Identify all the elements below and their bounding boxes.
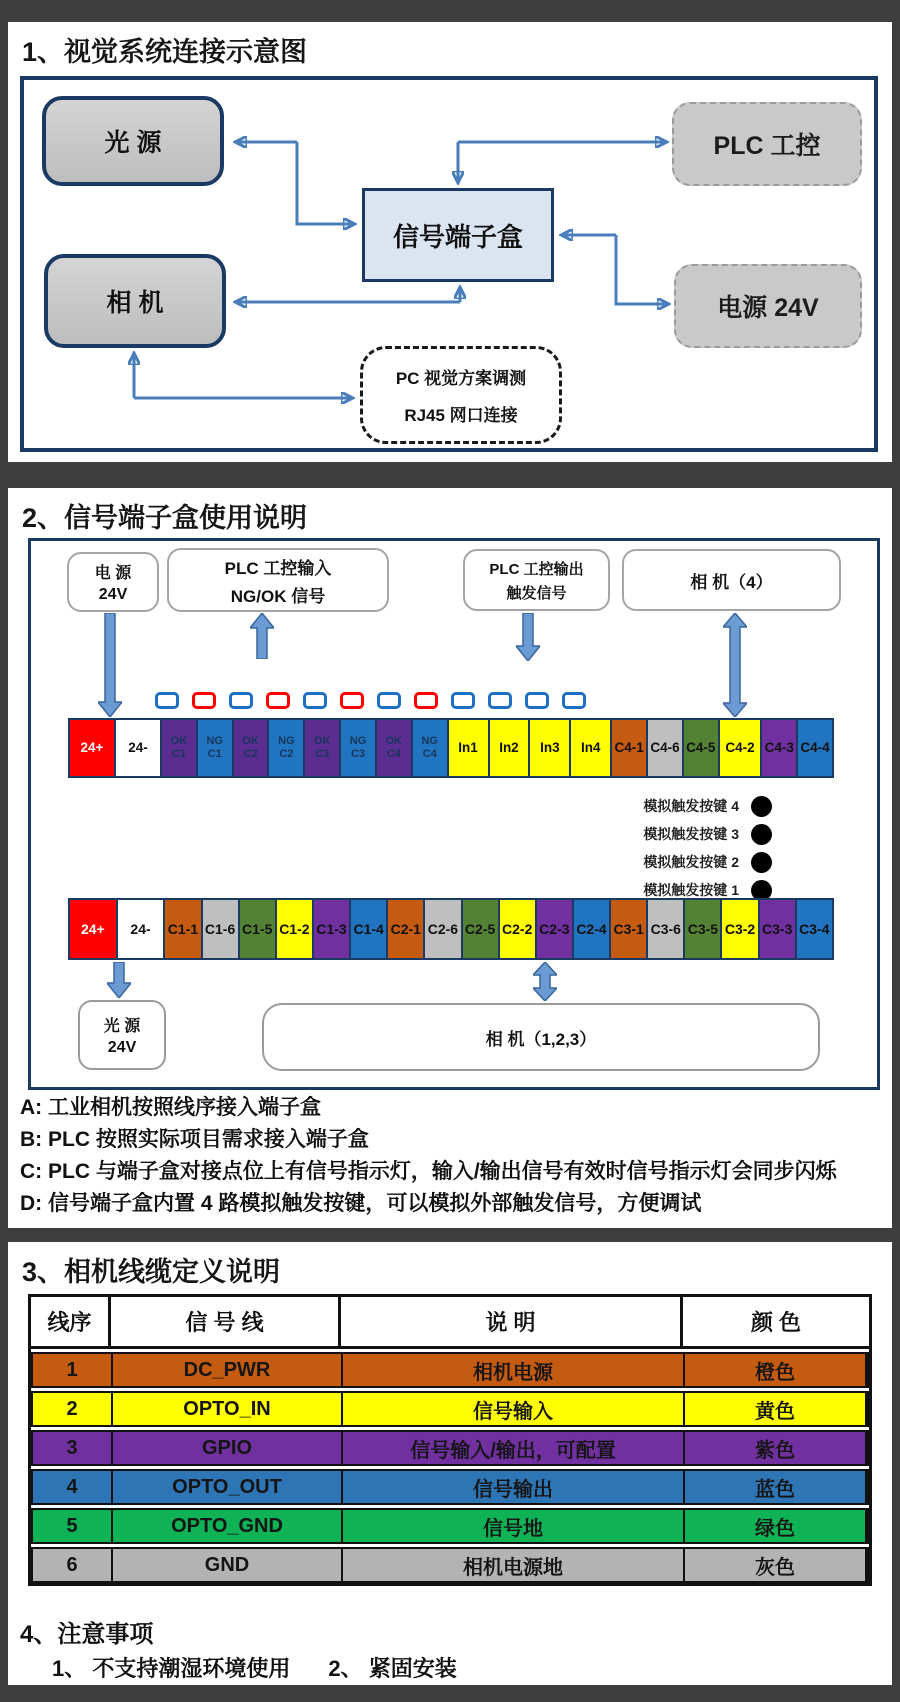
table-row [31, 1508, 869, 1544]
section-2-title: 2、信号端子盒使用说明 [22, 503, 308, 533]
terminal-block: C1-3 [314, 900, 349, 958]
terminal-block: OK C2 [234, 720, 268, 776]
terminal-block: C1-2 [277, 900, 312, 958]
down-arrow-icon [516, 613, 540, 661]
down-arrow-icon [98, 613, 122, 717]
light-source-node [42, 96, 224, 186]
cell-wire-order: 5 [33, 1510, 113, 1542]
terminal-box-node [362, 188, 554, 282]
caution-item: 2、 紧固安装 [328, 1656, 457, 1681]
terminal-block: NG C1 [198, 720, 232, 776]
terminal-block: C4-2 [720, 720, 761, 776]
signal-indicator-row [155, 692, 586, 709]
indicator-led [377, 692, 401, 709]
cell-color: 灰色 [685, 1549, 867, 1581]
cable-definition-table [28, 1294, 872, 1586]
cell-signal: OPTO_GND [113, 1510, 343, 1542]
terminal-block: In3 [530, 720, 569, 776]
terminal-block: In1 [449, 720, 488, 776]
pc-debug-line1: PC 视觉方案调测 [395, 369, 527, 388]
trigger-row [522, 794, 772, 818]
note-line: C: PLC 与端子盒对接点位上有信号指示灯，输入/输出信号有效时信号指示灯会同步闪烁 [20, 1160, 837, 1183]
trigger-label: 模拟触发按键 3 [643, 826, 739, 842]
power-box-line2: 24V [98, 586, 128, 603]
table-body [31, 1352, 869, 1583]
terminal-box-usage-diagram [28, 538, 880, 1090]
light-box-line1: 光 源 [103, 1018, 141, 1035]
terminal-block: 24- [116, 720, 160, 776]
power-box-line1: 电 源 [94, 565, 132, 582]
trigger-button-list [522, 794, 772, 902]
terminal-block: C3-6 [648, 900, 683, 958]
terminal-block: NG C2 [269, 720, 303, 776]
terminal-block: 24- [118, 900, 164, 958]
cell-color: 紫色 [685, 1432, 867, 1464]
camera-4-box [622, 549, 841, 611]
terminal-strip-bottom [68, 898, 834, 960]
trigger-button-icon [751, 796, 772, 817]
camera-label: 相 机 [106, 289, 164, 317]
terminal-block: C3-3 [760, 900, 795, 958]
cell-description: 信号输入 [343, 1393, 685, 1425]
terminal-block: C3-4 [797, 900, 832, 958]
table-header-row [31, 1297, 869, 1349]
plc-input-box [167, 548, 389, 612]
terminal-block: C2-2 [500, 900, 535, 958]
terminal-block: C3-2 [722, 900, 757, 958]
section-4-title: 4、注意事项 [20, 1621, 154, 1648]
cell-description: 相机电源地 [343, 1549, 685, 1581]
power-24v-node [674, 264, 862, 348]
terminal-block: OK C1 [162, 720, 196, 776]
terminal-block: 24+ [70, 720, 114, 776]
power-24v-label: 电源 24V [717, 294, 819, 322]
terminal-block: C4-1 [612, 720, 646, 776]
table-row [31, 1352, 869, 1388]
indicator-led [414, 692, 438, 709]
terminal-block: OK C4 [377, 720, 411, 776]
indicator-led [229, 692, 253, 709]
cell-signal: GPIO [113, 1432, 343, 1464]
header-color: 颜 色 [750, 1310, 802, 1335]
light-24v-box [78, 1000, 166, 1070]
indicator-led [562, 692, 586, 709]
table-row [31, 1469, 869, 1505]
section-4-items [52, 1652, 457, 1683]
camera-123-box [262, 1003, 820, 1071]
plc-input-line1: PLC 工控输入 [224, 558, 332, 578]
cell-description: 相机电源 [343, 1354, 685, 1386]
trigger-row [522, 822, 772, 846]
terminal-block: OK C3 [305, 720, 339, 776]
indicator-led [525, 692, 549, 709]
plc-label: PLC 工控 [713, 132, 821, 160]
terminal-block: NG C4 [413, 720, 447, 776]
terminal-block: C1-5 [240, 900, 275, 958]
terminal-block: C4-4 [798, 720, 832, 776]
header-signal: 信 号 线 [111, 1297, 341, 1346]
terminal-block: C4-5 [684, 720, 718, 776]
trigger-label: 模拟触发按键 2 [643, 854, 739, 870]
indicator-led [488, 692, 512, 709]
terminal-block: 24+ [70, 900, 116, 958]
caution-item: 1、 不支持潮湿环境使用 [52, 1656, 291, 1681]
cell-wire-order: 6 [33, 1549, 113, 1581]
trigger-row [522, 850, 772, 874]
indicator-led [266, 692, 290, 709]
terminal-strip-top [68, 718, 834, 778]
cell-wire-order: 2 [33, 1393, 113, 1425]
camera-123-label: 相 机（1,2,3） [485, 1029, 597, 1049]
double-arrow-icon [533, 962, 557, 1001]
up-arrow-icon [250, 613, 274, 659]
cell-color: 黄色 [685, 1393, 867, 1425]
header-wire-order: 线序 [31, 1297, 111, 1346]
note-line: B: PLC 按照实际项目需求接入端子盒 [20, 1128, 369, 1151]
terminal-block: C2-3 [537, 900, 572, 958]
terminal-block: C2-4 [574, 900, 609, 958]
cell-description: 信号输入/输出，可配置 [343, 1432, 685, 1464]
cell-description: 信号地 [343, 1510, 685, 1542]
trigger-button-icon [751, 824, 772, 845]
terminal-block: C3-1 [611, 900, 646, 958]
table-row [31, 1391, 869, 1427]
terminal-block: NG C3 [341, 720, 375, 776]
trigger-label: 模拟触发按键 1 [643, 882, 739, 898]
cell-signal: GND [113, 1549, 343, 1581]
camera-4-label: 相 机（4） [690, 572, 773, 592]
terminal-block: C4-6 [648, 720, 682, 776]
indicator-led [192, 692, 216, 709]
trigger-button-icon [751, 852, 772, 873]
section-3-panel [8, 1242, 892, 1685]
terminal-block: C2-6 [425, 900, 460, 958]
terminal-block: In4 [571, 720, 610, 776]
terminal-block: C1-6 [203, 900, 238, 958]
cell-signal: OPTO_IN [113, 1393, 343, 1425]
plc-output-line2: 触发信号 [506, 584, 567, 602]
section-1-panel [8, 22, 892, 462]
table-row [31, 1430, 869, 1466]
double-arrow-icon [723, 613, 747, 717]
system-connection-diagram [20, 76, 878, 452]
indicator-led [155, 692, 179, 709]
cell-wire-order: 1 [33, 1354, 113, 1386]
terminal-block: In2 [490, 720, 529, 776]
plc-input-line2: NG/OK 信号 [230, 586, 326, 606]
terminal-block: C2-5 [463, 900, 498, 958]
cell-color: 蓝色 [685, 1471, 867, 1503]
plc-output-box [463, 549, 610, 611]
plc-node [672, 102, 862, 186]
cell-description: 信号输出 [343, 1471, 685, 1503]
cell-color: 绿色 [685, 1510, 867, 1542]
cell-color: 橙色 [685, 1354, 867, 1386]
pc-debug-line2: RJ45 网口连接 [404, 406, 518, 425]
note-line: A: 工业相机按照线序接入端子盒 [20, 1096, 321, 1119]
note-line: D: 信号端子盒内置 4 路模拟触发按键，可以模拟外部触发信号，方便调试 [20, 1192, 702, 1215]
cell-signal: OPTO_OUT [113, 1471, 343, 1503]
table-row [31, 1547, 869, 1583]
indicator-led [451, 692, 475, 709]
terminal-block: C4-3 [762, 720, 796, 776]
terminal-block: C1-4 [351, 900, 386, 958]
plc-output-line1: PLC 工控输出 [489, 560, 584, 578]
power-24v-box [67, 552, 159, 612]
usage-notes [20, 1092, 884, 1220]
terminal-block: C1-1 [165, 900, 200, 958]
indicator-led [340, 692, 364, 709]
header-description: 说 明 [341, 1297, 683, 1346]
section-2-panel [8, 488, 892, 1228]
pc-debug-node [360, 346, 562, 444]
indicator-led [303, 692, 327, 709]
section-3-title: 3、相机线缆定义说明 [22, 1257, 281, 1287]
terminal-block: C2-1 [388, 900, 423, 958]
cell-wire-order: 4 [33, 1471, 113, 1503]
terminal-block: C3-5 [685, 900, 720, 958]
cell-wire-order: 3 [33, 1432, 113, 1464]
section-1-title: 1、视觉系统连接示意图 [22, 37, 308, 67]
light-source-label: 光 源 [104, 129, 162, 157]
camera-node [44, 254, 226, 348]
trigger-label: 模拟触发按键 4 [643, 798, 739, 814]
light-box-line2: 24V [107, 1039, 137, 1056]
cell-signal: DC_PWR [113, 1354, 343, 1386]
terminal-box-label: 信号端子盒 [392, 221, 523, 252]
down-arrow-icon [107, 962, 131, 998]
